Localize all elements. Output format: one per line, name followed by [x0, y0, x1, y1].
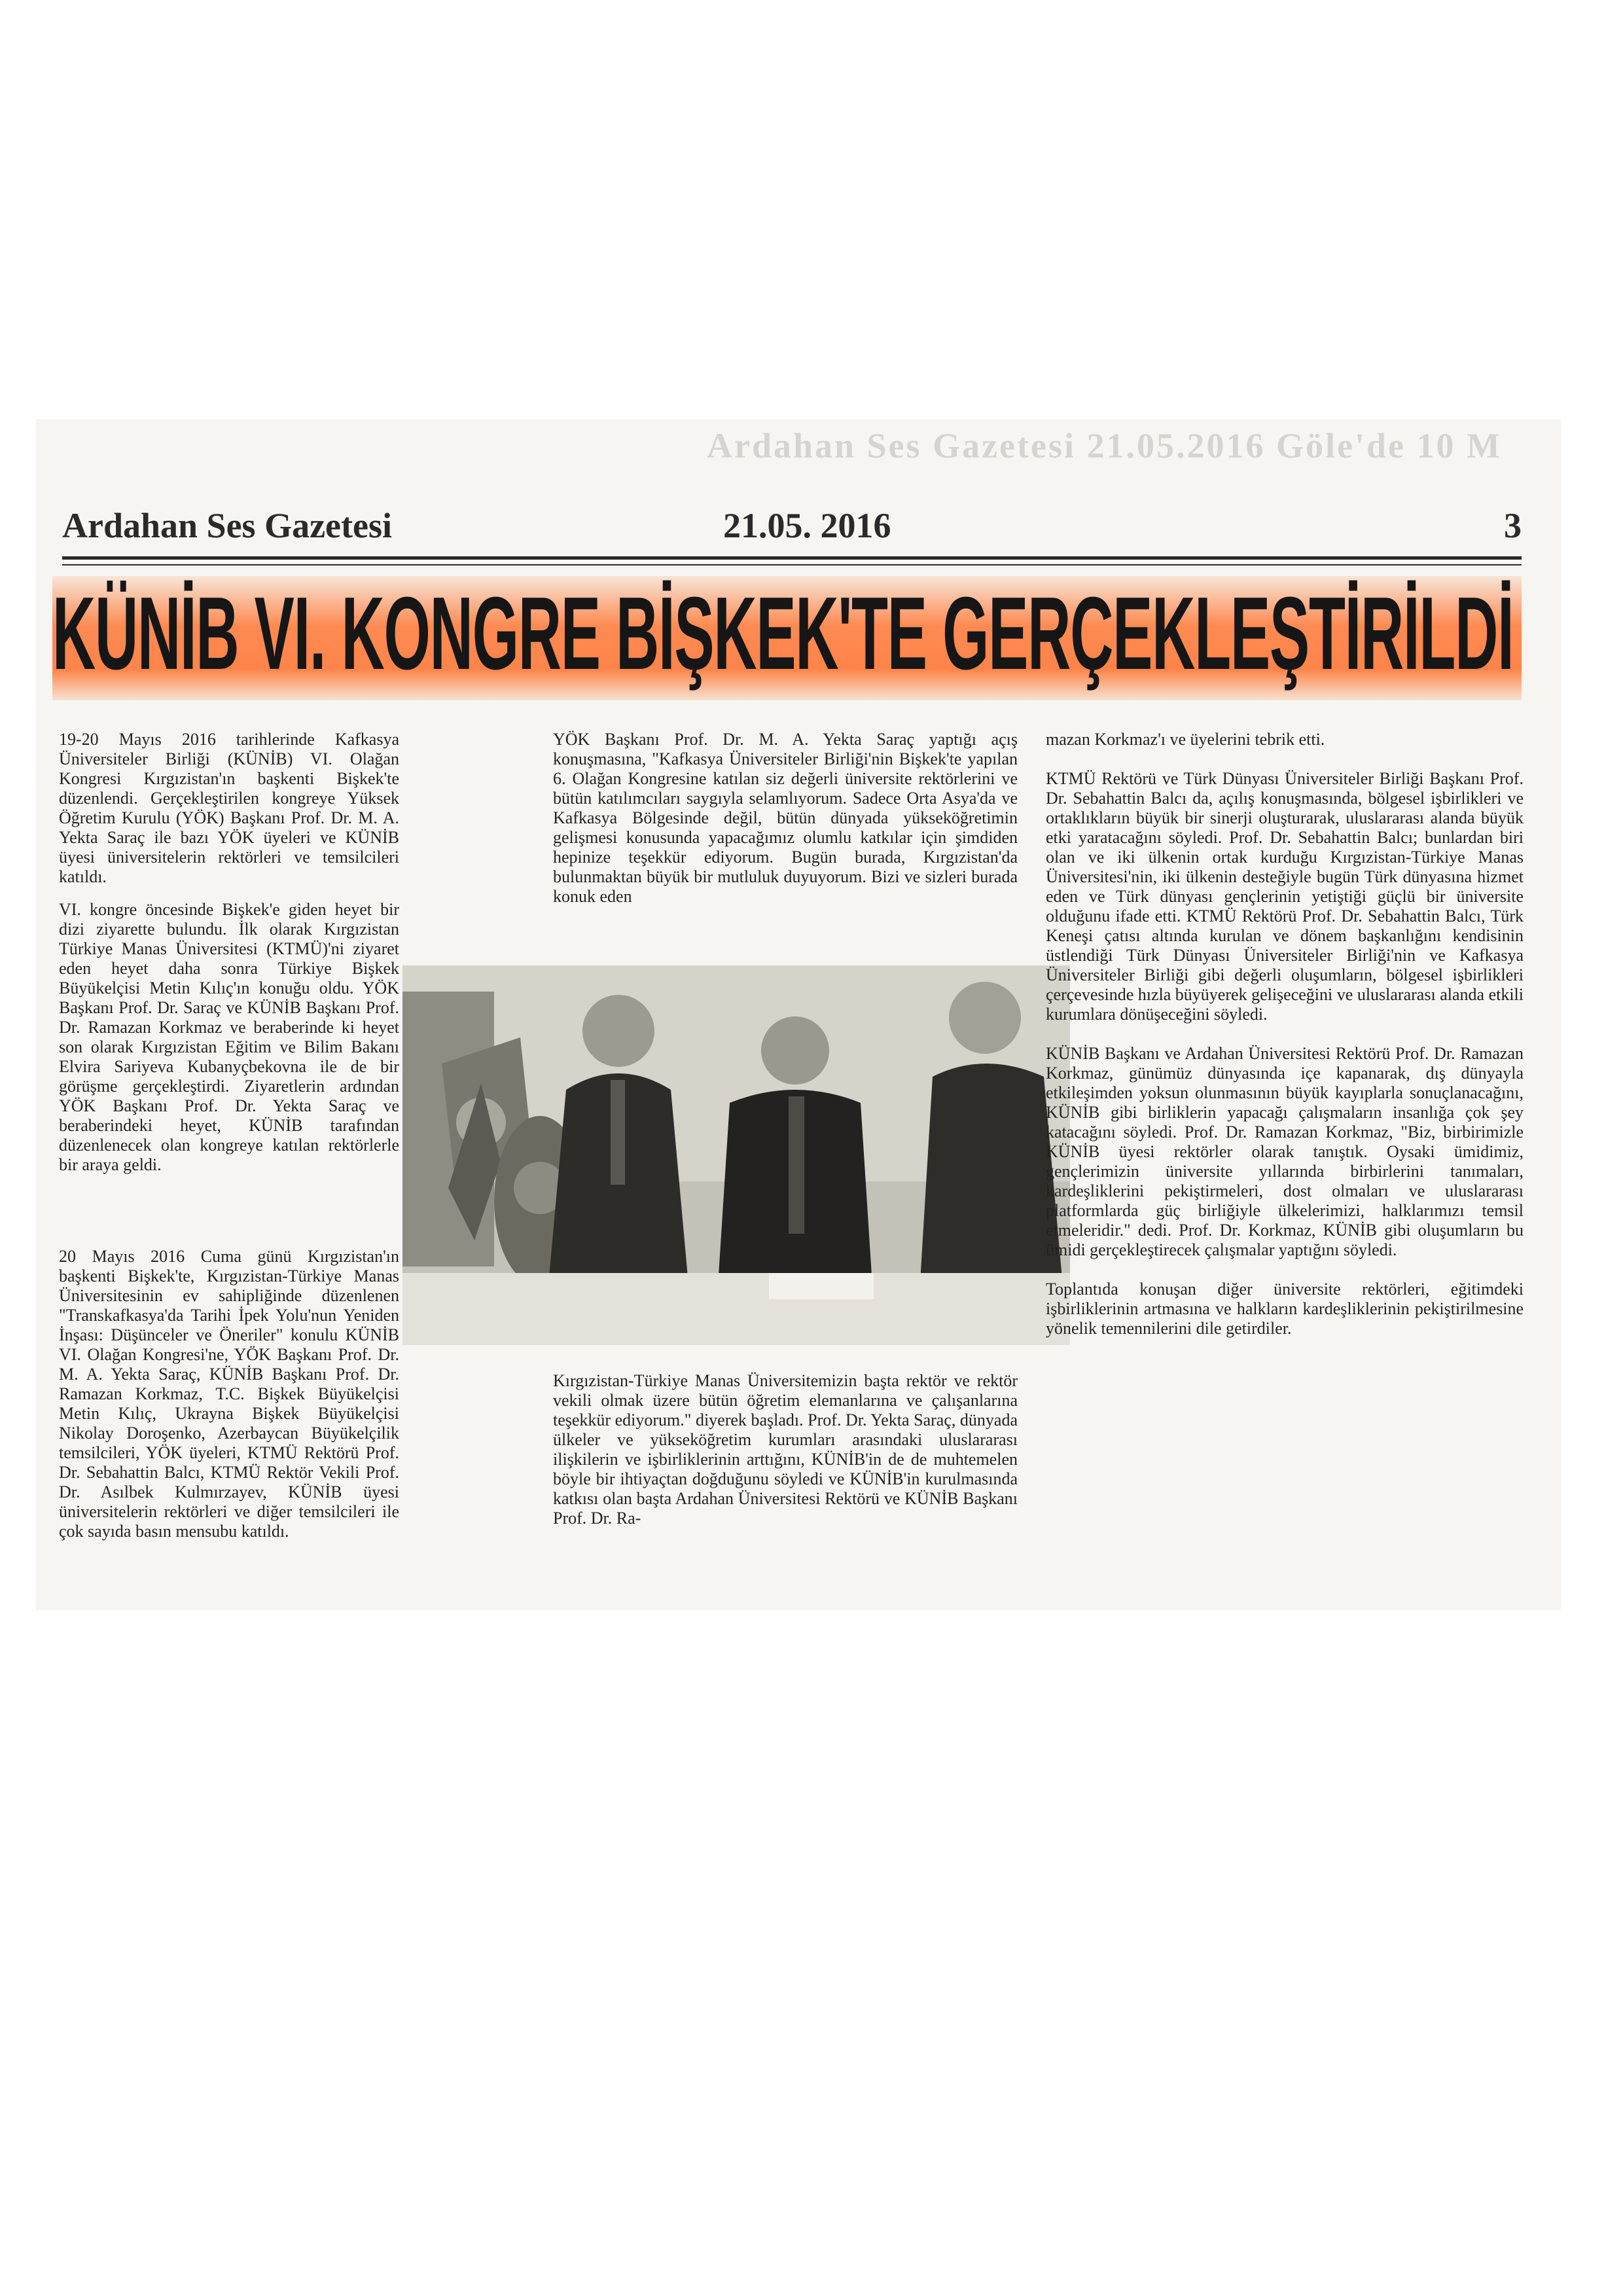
paragraph: KÜNİB Başkanı ve Ardahan Üniversitesi Rektörü Prof. Dr. Ramazan Korkmaz, günümüz dünyasında içe kapanarak, dış dünyayla etkileşimden yoksun olunmasının büyük kayıplarla sonuçlanacağını, KÜNİB gibi birliklerin yapacağı çalışmaların insanlığa çok şey katacağını söyledi. Prof. Dr. Ramazan Korkmaz, "Biz, birbirimizle KÜNİB üyesi rektörler olarak tanıştık. Oysaki ümidimiz, gençlerimizin üniversite yıllarında birbirlerini tanımaları, kardeşliklerini pekiştirmeleri, dost olmaları ve uluslararası platformlarda güç birliğiyle ülkelerimizi, halklarımızı temsil etmeleridir." dedi. Prof. Dr. Korkmaz, KÜNİB gibi oluşumların bu ümidi gerçekleştirecek çalışmalar yaptığını söyledi. — [1046, 1044, 1524, 1259]
masthead-rule-thin — [62, 564, 1522, 565]
paragraph: 19-20 Mayıs 2016 tarihlerinde Kafkasya Üniversiteler Birliği (KÜNİB) VI. Olağan Kongresi Kırgızistan'ın başkenti Bişkek'te düzenlendi. Gerçekleştirilen kongreye Yüksek Öğretim Kurulu (YÖK) Başkanı Prof. Dr. M. A. Yekta Saraç ile bazı YÖK üyeleri ve KÜNİB üyesi üniversitelerin rektörleri ve temsilcileri katıldı. — [59, 730, 399, 886]
news-photo — [402, 965, 1070, 1345]
paragraph: mazan Korkmaz'ı ve üyelerini tebrik etti. — [1046, 730, 1325, 749]
column-1-congress — [59, 1247, 399, 1561]
paragraph: 20 Mayıs 2016 Cuma günü Kırgızistan'ın başkenti Bişkek'te, Kırgızistan-Türkiye Manas Üniversitesinin ev sahipliğinde düzenlenen "Transkafkasya'da Tarihi İpek Yolu'nun Yeniden İnşası: Düşünceler ve Öneriler" konulu KÜNİB VI. Olağan Kongresi'ne, YÖK Başkanı Prof. Dr. M. A. Yekta Saraç, KÜNİB Başkanı Prof. Dr. Ramazan Korkmaz, T.C. Bişkek Büyükelçisi Metin Kılıç, Ukrayna Bişkek Büyükelçisi Nikolay Doroşenko, Azerbaycan Büyükelçilik temsilcileri, YÖK üyeleri, KTMÜ Rektörü Prof. Dr. Sebahattin Balcı, KTMÜ Rektör Vekili Prof. Dr. Asılbek Kulmırzayev, KÜNİB üyesi üniversitelerin rektörleri ve diğer temsilcileri ile çok sayıda basın mensubu katıldı. — [59, 1247, 399, 1541]
column-1-intro — [59, 730, 399, 906]
masthead — [62, 505, 1522, 558]
column-2-top — [553, 730, 1018, 926]
issue-date: 21.05. 2016 — [723, 506, 891, 545]
paragraph: Kırgızistan-Türkiye Manas Üniversitemizin başta rektör ve rektör vekili olmak üzere bütün öğretim elemanlarına ve çalışanlarına teşekkür ediyorum." diyerek başladı. Prof. Dr. Yekta Saraç, dünyada ülkeler ve yükseköğretim kurumları arasındaki uluslararası ilişkilerin ve işbirliklerinin arttığını, KÜNİB'in de de muhtemelen böyle bir ihtiyaçtan doğduğunu söyledi ve KÜNİB'in kurulmasında katkısı olan başta Ardahan Üniversitesi Rektörü ve KÜNİB Başkanı Prof. Dr. Ra- — [553, 1371, 1018, 1528]
masthead-rule — [62, 556, 1522, 560]
paragraph: YÖK Başkanı Prof. Dr. M. A. Yekta Saraç yaptığı açış konuşmasına, "Kafkasya Üniversiteler Birliği'nin Bişkek'te yapılan 6. Olağan Kongresine katılan siz değerli üniversite rektörlerini ve bütün katılımcıları saygıyla selamlıyorum. Sadece Orta Asya'da ve Kafkasya Bölgesinde değil, bütün dünyada yükseköğretimin gelişmesi konusunda yapacağımız olumlu katkılar için şimdiden hepinize teşekkür ediyorum. Bugün burada, Kırgızistan'da bulunmaktan büyük bir mutluluk duyuyorum. Bizi ve sizleri burada konuk eden — [553, 730, 1018, 906]
headline-highlight — [52, 576, 1522, 700]
paragraph: KTMÜ Rektörü ve Türk Dünyası Üniversiteler Birliği Başkanı Prof. Dr. Sebahattin Balcı da, açılış konuşmasında, bölgesel işbirlikleri ve ortaklıkların büyük bir sinerji oluşturarak, uluslararası alanda büyük etki yaratacağını söyledi. Prof. Dr. Sebahattin Balcı; bunlardan biri olan ve iki ülkenin ortak kurduğu Kırgızistan-Türkiye Manas Üniversitesi'nin, iki ülkenin desteğiyle bugün Türk dünyasına hizmet eden ve Türk dünyası gençlerinin yetiştiği güçlü bir üniversite olduğunu ifade etti. KTMÜ Rektörü Prof. Dr. Sebahattin Balcı, Türk Keneşi çatısı altında kurulan ve dönem başkanlığını kendisinin üstlendiği Türk Dünyası Üniversiteler Birliği'nin ve Kafkasya Üniversiteler Birliği gibi değerli oluşumların, bölgesel işbirlikleri çerçevesinde hızla büyüyerek gelişeceğini ve uluslararası alanda etkili kurumlara dönüşeceğini söyledi. — [1046, 769, 1524, 1024]
paragraph: VI. kongre öncesinde Bişkek'e giden heyet bir dizi ziyarette bulundu. İlk olarak Kırgızistan Türkiye Manas Üniversitesi (KTMÜ)'ni ziyaret eden heyet daha sonra Türkiye Bişkek Büyükelçisi Metin Kılıç'ın konuğu oldu. YÖK Başkanı Prof. Dr. Saraç ve KÜNİB Başkanı Prof. Dr. Ramazan Korkmaz ve beraberinde ki heyet son olarak Kırgızistan Eğitim ve Bilim Bakanı Elvira Sariyeva Kubanyçbekovna ile de bir görüşme gerçekleştirdi. Ziyaretlerin ardından YÖK Başkanı Prof. Dr. Yekta Saraç ve beraberindeki heyet, KÜNİB tarafından düzenlenecek olan kongreye katılan rektörlerle bir araya geldi. — [59, 900, 399, 1174]
column-1-visits — [59, 900, 399, 1194]
photo-illustration — [402, 965, 1070, 1345]
page-number: 3 — [1504, 506, 1522, 545]
paragraph: Toplantıda konuşan diğer üniversite rektörleri, eğitimdeki işbirliklerinin artmasına ve halkların kardeşliklerinin pekiştirilmesine yönelik temennilerini dile getirdiler. — [1046, 1280, 1524, 1338]
headline: KÜNİB VI. KONGRE BİŞKEK'TE GERÇEKLEŞTİRİLDİ — [52, 576, 1514, 691]
newspaper-name: Ardahan Ses Gazetesi — [62, 506, 392, 545]
column-2-bottom — [553, 1371, 1018, 1548]
bleed-through-text: Ardahan Ses Gazetesi 21.05.2016 Göle'de 10 M — [707, 426, 1502, 465]
column-3 — [1046, 730, 1524, 1358]
